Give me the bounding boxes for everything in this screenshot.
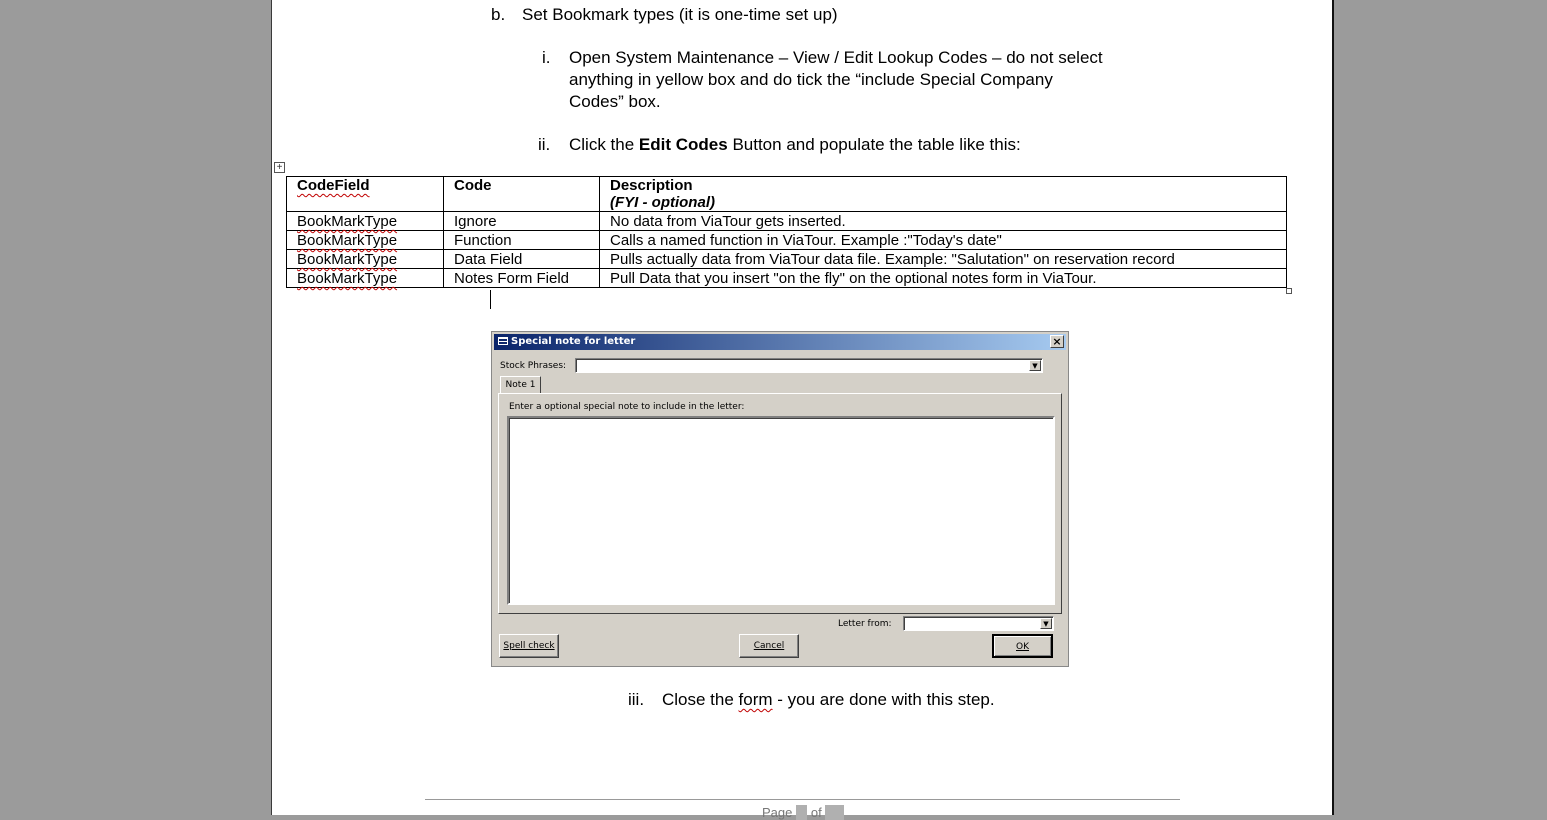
cell-codefield xyxy=(287,231,444,250)
header-description-text: Description xyxy=(610,177,693,194)
step-i-line2: anything in yellow box and do tick the “include Special Company xyxy=(569,70,1053,89)
header-codefield-text: CodeField xyxy=(297,177,370,194)
close-icon: × xyxy=(1052,335,1062,348)
step-ii-post: Button and populate the table like this: xyxy=(727,135,1021,154)
note-instruction: Enter a optional special note to include in the letter: xyxy=(509,402,745,412)
footer-page-total: 15 xyxy=(827,805,842,820)
table-header-row xyxy=(287,177,1287,212)
cell-code: Ignore xyxy=(444,212,600,231)
ok-button[interactable]: OK xyxy=(992,634,1053,658)
table-row xyxy=(287,269,1287,288)
cell-description: No data from ViaTour gets inserted. xyxy=(600,212,1287,231)
cell-code: Data Field xyxy=(444,250,600,269)
cell-codefield xyxy=(287,212,444,231)
step-ii-text xyxy=(569,134,1021,156)
header-code: Code xyxy=(444,177,600,212)
table-row xyxy=(287,250,1287,269)
page-footer xyxy=(762,805,844,820)
step-iii-marker: iii. xyxy=(628,690,645,709)
chevron-down-icon[interactable]: ▼ xyxy=(1040,618,1052,629)
cell-description: Pulls actually data from ViaTour data file. Example: "Salutation" on reservation record xyxy=(600,250,1287,269)
header-description xyxy=(600,177,1287,212)
dialog-title: Special note for letter xyxy=(511,336,636,347)
stock-phrases-combo[interactable] xyxy=(575,358,1043,373)
lookup-codes-table xyxy=(286,176,1287,288)
tab-note-1[interactable]: Note 1 xyxy=(500,376,541,394)
cell-codefield-text: BookMarkType xyxy=(297,232,398,249)
step-b-marker: b. xyxy=(491,5,506,24)
step-iii-pre: Close the xyxy=(662,690,739,709)
footer-page-number: 3 xyxy=(798,805,806,820)
table-row xyxy=(287,212,1287,231)
header-description-sub: (FYI - optional) xyxy=(610,194,715,211)
footer-page-word: Page xyxy=(762,805,793,820)
step-iii-text xyxy=(662,689,995,711)
spell-check-button[interactable]: Spell check xyxy=(499,634,559,658)
cell-codefield-text: BookMarkType xyxy=(297,251,398,268)
dialog-titlebar xyxy=(494,334,1066,350)
table-resize-handle[interactable] xyxy=(1286,288,1292,294)
step-i-marker: i. xyxy=(542,48,551,67)
step-ii-marker: ii. xyxy=(538,135,551,154)
cell-code: Function xyxy=(444,231,600,250)
step-iii-post: - you are done with this step. xyxy=(772,690,995,709)
document-page xyxy=(271,0,1334,820)
step-iii-form-word: form xyxy=(738,690,773,709)
table-move-handle[interactable]: + xyxy=(274,162,285,173)
cell-description: Pull Data that you insert "on the fly" on the optional notes form in ViaTour. xyxy=(600,269,1287,288)
close-button[interactable] xyxy=(1050,335,1064,348)
cell-codefield-text: BookMarkType xyxy=(297,270,398,287)
text-cursor xyxy=(490,290,491,309)
edit-codes-label: Edit Codes xyxy=(638,135,728,154)
cell-codefield xyxy=(287,250,444,269)
step-i-line1: Open System Maintenance – View / Edit Lookup Codes – do not select xyxy=(569,48,1103,67)
letter-from-combo[interactable] xyxy=(903,616,1054,631)
footer-divider xyxy=(425,799,1180,800)
step-ii-pre: Click the xyxy=(569,135,639,154)
step-b-text: Set Bookmark types (it is one-time set up) xyxy=(522,5,838,24)
header-codefield xyxy=(287,177,444,212)
letter-from-label: Letter from: xyxy=(838,619,892,629)
cell-codefield-text: BookMarkType xyxy=(297,213,398,230)
footer-of-word: of xyxy=(810,805,822,820)
cell-codefield xyxy=(287,269,444,288)
chevron-down-icon[interactable]: ▼ xyxy=(1029,360,1041,371)
cell-description: Calls a named function in ViaTour. Example :"Today's date" xyxy=(600,231,1287,250)
special-note-dialog xyxy=(491,331,1069,667)
form-icon xyxy=(498,337,508,345)
stock-phrases-label: Stock Phrases: xyxy=(500,361,567,371)
table-row xyxy=(287,231,1287,250)
cancel-button[interactable]: Cancel xyxy=(739,634,799,658)
cell-code: Notes Form Field xyxy=(444,269,600,288)
special-note-textarea[interactable] xyxy=(507,416,1055,605)
step-i-line3: Codes” box. xyxy=(569,92,661,111)
